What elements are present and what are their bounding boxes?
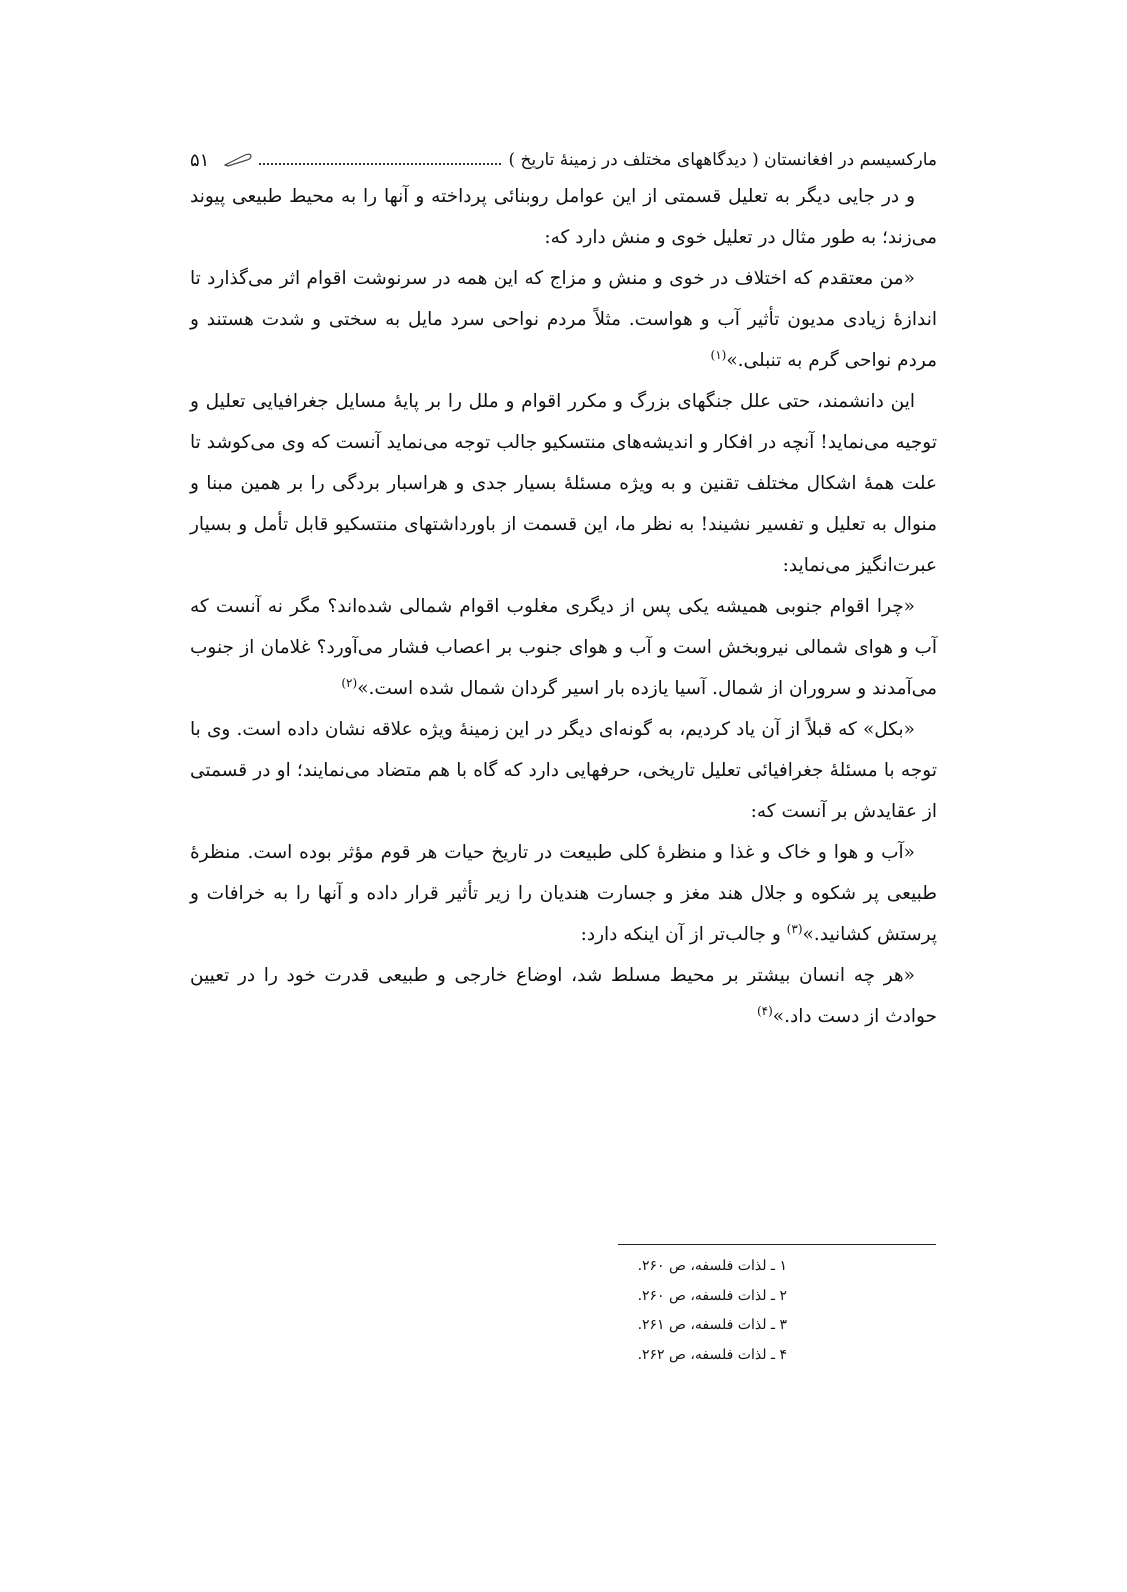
footnote: ۱ ـ لذات فلسفه، ص ۲۶۰. [637, 1258, 787, 1274]
quote-text: «چرا اقوام جنوبی همیشه یکی پس از دیگری مغلوب اقوام شمالی شده‌اند؟ مگر نه آنست که آب و هوای شمالی نیروبخش است و آب و هوای جنوب بر اعصاب فشار می‌آورد؟ غلامان از جنوب می‌آمدند و سروران از شمال. آسیا یازده بار اسیر گردان شمال شده است.» [190, 596, 937, 699]
header-dot-leader [259, 163, 500, 165]
page-number: ۵۱ [190, 149, 210, 171]
quote-text: «آب و هوا و خاک و غذا و منظرهٔ کلی طبیعت در تاریخ حیات هر قوم مؤثر بوده است. منظرهٔ طبیعی پر شکوه و جلال هند مغز و جسارت هندیان را زیر تأثیر قرار داده و آنها را به خرافات و پرستش کشانید.» [190, 842, 937, 945]
paragraph-continuation: و جالب‌تر از آن اینکه دارد: [580, 924, 781, 945]
footnote-ref: (۳) [786, 921, 803, 936]
footnote: ۴ ـ لذات فلسفه، ص ۲۶۲. [637, 1346, 787, 1363]
running-header [190, 146, 937, 174]
footnote-ref: (۲) [341, 675, 358, 690]
quote-paragraph [190, 258, 937, 381]
quote-paragraph [190, 586, 937, 709]
paragraph: این دانشمند، حتی علل جنگهای بزرگ و مکرر اقوام و ملل را بر پایهٔ مسایل جغرافیایی تعلیل و توجیه می‌نماید! آنچه در افکار و اندیشه‌های منتسکیو جالب توجه می‌نماید آنست که وی می‌کوشد تا علت همهٔ اشکال مختلف تقنین و به ویژه مسئلهٔ بسیار جدی و هراسبار بردگی را بر همین مبنا و منوال به تعلیل و تفسیر نشیند! به نظر ما، این قسمت از باورداشتهای منتسکیو قابل تأمل و بسیار عبرت‌انگیز می‌نماید: [190, 391, 937, 576]
footnote: ۳ ـ لذات فلسفه، ص ۲۶۱. [637, 1317, 787, 1333]
header-title: مارکسیسم در افغانستان ( دیدگاههای مختلف در زمینهٔ تاریخ ) [508, 150, 937, 170]
pen-ornament-icon [223, 152, 253, 168]
footnote-separator [618, 1244, 936, 1245]
footnote-ref: (۴) [756, 1003, 773, 1018]
quote-paragraph [190, 955, 937, 1037]
quote-text: «من معتقدم که اختلاف در خوی و منش و مزاج که این همه در سرنوشت اقوام اثر می‌گذارد تا اندازهٔ زیادی مدیون تأثیر آب و هواست. مثلاً مردم نواحی سرد مایل به سختی و شدت هستند و مردم نواحی گرم به تنبلی.» [190, 268, 937, 371]
paragraph: و در جایی دیگر به تعلیل قسمتی از این عوامل روبنائی پرداخته و آنها را به محیط طبیعی پیوند می‌زند؛ به طور مثال در تعلیل خوی و منش دارد که: [190, 186, 937, 248]
footnotes [638, 1252, 787, 1370]
paragraph: «بکل» که قبلاً از آن یاد کردیم، به گونه‌ای دیگر در این زمینهٔ ویژه علاقه نشان داده است. وی با توجه با مسئلهٔ جغرافیائی تعلیل تاریخی، حرفهایی دارد که گاه با هم متضاد می‌نمایند؛ او در قسمتی از عقایدش بر آنست که: [190, 719, 937, 822]
footnote: ۲ ـ لذات فلسفه، ص ۲۶۰. [637, 1287, 787, 1304]
quote-text: «هر چه انسان بیشتر بر محیط مسلط شد، اوضاع خارجی و طبیعی قدرت خود را در تعیین حوادث از دست داد.» [190, 965, 937, 1027]
body-text [190, 176, 937, 1037]
quote-paragraph [190, 832, 937, 955]
footnote-ref: (۱) [710, 347, 727, 362]
